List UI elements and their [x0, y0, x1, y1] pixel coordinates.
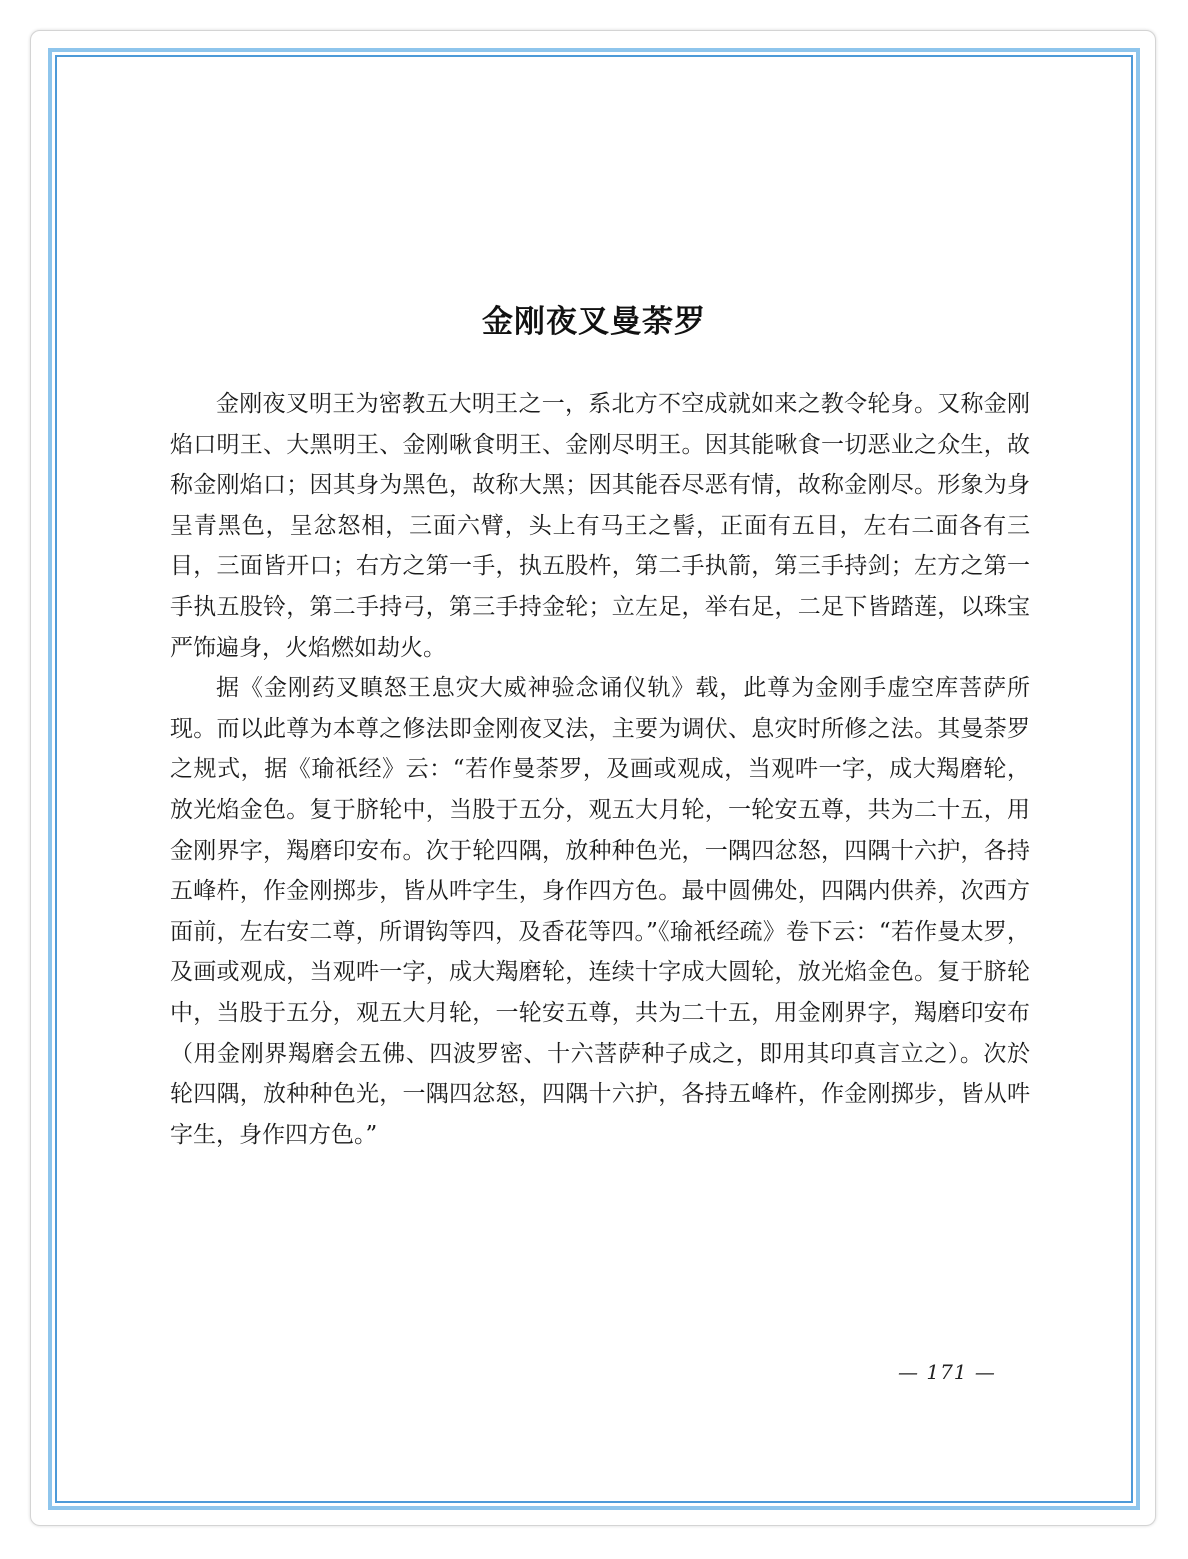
page-number: — 171 — — [898, 1360, 996, 1384]
paragraph-1: 金刚夜叉明王为密教五大明王之一，系北方不空成就如来之教令轮身。又称金刚焰口明王、大黑明王、金刚啾食明王、金刚尽明王。因其能啾食一切恶业之众生，故称金刚焰口；因其身为黑色，故称大黑；因其能吞尽恶有情，故称金刚尽。形象为身呈青黑色，呈忿怒相，三面六臂，头上有马王之髻，正面有五目，左右二面各有三目，三面皆开口；右方之第一手，执五股杵，第二手执箭，第三手持剑；左方之第一手执五股铃，第二手持弓，第三手持金轮；立左足，举右足，二足下皆踏莲，以珠宝严饰遍身，火焰燃如劫火。 — [170, 391, 1030, 661]
paragraph-2: 据《金刚药叉瞋怒王息灾大威神验念诵仪轨》载，此尊为金刚手虚空库菩萨所现。而以此尊为本尊之修法即金刚夜叉法，主要为调伏、息灾时所修之法。其曼荼罗之规式，据《瑜祇经》云：“若作曼荼罗，及画或观成，当观吽一字，成大羯磨轮，放光焰金色。复于脐轮中，当股于五分，观五大月轮，一轮安五尊，共为二十五，用金刚界字，羯磨印安布。次于轮四隅，放种种色光，一隅四忿怒，四隅十六护，各持五峰杵，作金刚掷步，皆从吽字生，身作四方色。最中圆佛处，四隅内供养，次西方面前，左右安二尊，所谓钩等四，及香花等四。”《瑜衹经疏》卷下云：“若作曼太罗，及画或观成，当观吽一字，成大羯磨轮，连续十字成大圆轮，放光焰金色。复于脐轮中，当股于五分，观五大月轮，一轮安五尊，共为二十五，用金刚界字，羯磨印安布（用金刚界羯磨会五佛、四波罗密、十六菩萨种子成之，即用其印真言立之）。次於轮四隅，放种种色光，一隅四忿怒，四隅十六护，各持五峰杵，作金刚掷步，皆从吽字生，身作四方色。” — [170, 675, 1030, 1148]
body-text — [170, 384, 1030, 1155]
page-title: 金刚夜叉曼荼罗 — [482, 304, 706, 340]
